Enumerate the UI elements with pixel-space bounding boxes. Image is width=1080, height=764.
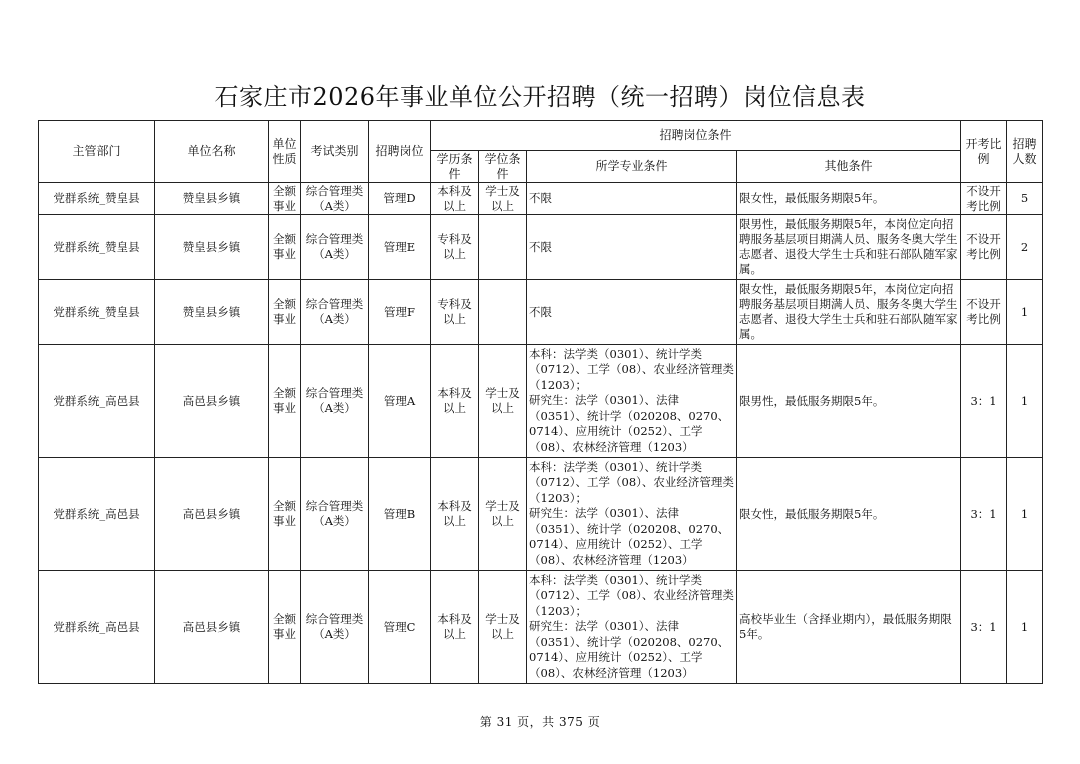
cell-post: 管理A (369, 345, 431, 458)
cell-ratio: 3：1 (961, 458, 1007, 571)
header-count: 招聘人数 (1007, 121, 1043, 183)
page-footer: 第 31 页，共 375 页 (479, 715, 601, 729)
cell-exam: 综合管理类（A类） (301, 345, 369, 458)
cell-exam: 综合管理类（A类） (301, 183, 369, 215)
cell-edu: 本科及以上 (431, 458, 479, 571)
cell-other: 限女性，最低服务期限5年。 (737, 458, 961, 571)
cell-ratio: 不设开考比例 (961, 215, 1007, 280)
cell-ratio: 3：1 (961, 345, 1007, 458)
cell-post: 管理E (369, 215, 431, 280)
cell-dept: 党群系统_赞皇县 (39, 183, 155, 215)
cell-edu: 本科及以上 (431, 183, 479, 215)
cell-edu: 本科及以上 (431, 345, 479, 458)
cell-degree: 学士及以上 (479, 571, 527, 684)
cell-degree: 学士及以上 (479, 183, 527, 215)
header-post: 招聘岗位 (369, 121, 431, 183)
header-degree: 学位条件 (479, 151, 527, 183)
cell-unit: 高邑县乡镇 (155, 345, 269, 458)
cell-unit: 赞皇县乡镇 (155, 183, 269, 215)
header-major: 所学专业条件 (527, 151, 737, 183)
header-conditions: 招聘岗位条件 (431, 121, 961, 151)
cell-edu: 专科及以上 (431, 215, 479, 280)
cell-count: 1 (1007, 571, 1043, 684)
cell-nature: 全额事业 (269, 458, 301, 571)
cell-ratio: 3：1 (961, 571, 1007, 684)
cell-count: 1 (1007, 280, 1043, 345)
cell-other: 限男性，最低服务期限5年，本岗位定向招聘服务基层项目期满人员、服务冬奥大学生志愿者、退役大学生士兵和驻石部队随军家属。 (737, 215, 961, 280)
cell-unit: 高邑县乡镇 (155, 571, 269, 684)
cell-post: 管理C (369, 571, 431, 684)
cell-count: 5 (1007, 183, 1043, 215)
cell-degree: 学士及以上 (479, 345, 527, 458)
cell-major: 不限 (527, 183, 737, 215)
cell-nature: 全额事业 (269, 280, 301, 345)
cell-dept: 党群系统_高邑县 (39, 458, 155, 571)
cell-edu: 专科及以上 (431, 280, 479, 345)
cell-count: 1 (1007, 345, 1043, 458)
cell-dept: 党群系统_高邑县 (39, 571, 155, 684)
cell-post: 管理F (369, 280, 431, 345)
cell-nature: 全额事业 (269, 571, 301, 684)
cell-ratio: 不设开考比例 (961, 183, 1007, 215)
cell-degree (479, 215, 527, 280)
cell-major: 不限 (527, 280, 737, 345)
table-row (39, 280, 1043, 345)
cell-dept: 党群系统_高邑县 (39, 345, 155, 458)
cell-other: 限女性，最低服务期限5年。 (737, 183, 961, 215)
table-row (39, 571, 1043, 684)
cell-other: 限男性，最低服务期限5年。 (737, 345, 961, 458)
page-title: 石家庄市2026年事业单位公开招聘（统一招聘）岗位信息表 (214, 83, 866, 111)
cell-unit: 赞皇县乡镇 (155, 215, 269, 280)
cell-degree: 学士及以上 (479, 458, 527, 571)
cell-nature: 全额事业 (269, 345, 301, 458)
table-row (39, 215, 1043, 280)
table-row (39, 458, 1043, 571)
cell-count: 1 (1007, 458, 1043, 571)
header-dept: 主管部门 (39, 121, 155, 183)
cell-other: 高校毕业生（含择业期内），最低服务期限5年。 (737, 571, 961, 684)
header-exam: 考试类别 (301, 121, 369, 183)
cell-unit: 高邑县乡镇 (155, 458, 269, 571)
header-edu: 学历条件 (431, 151, 479, 183)
cell-dept: 党群系统_赞皇县 (39, 280, 155, 345)
cell-degree (479, 280, 527, 345)
cell-unit: 赞皇县乡镇 (155, 280, 269, 345)
cell-exam: 综合管理类（A类） (301, 571, 369, 684)
cell-edu: 本科及以上 (431, 571, 479, 684)
cell-post: 管理D (369, 183, 431, 215)
cell-nature: 全额事业 (269, 183, 301, 215)
cell-dept: 党群系统_赞皇县 (39, 215, 155, 280)
cell-major: 不限 (527, 215, 737, 280)
table-row (39, 345, 1043, 458)
cell-exam: 综合管理类（A类） (301, 215, 369, 280)
header-nature: 单位性质 (269, 121, 301, 183)
cell-count: 2 (1007, 215, 1043, 280)
table-row (39, 183, 1043, 215)
header-other: 其他条件 (737, 151, 961, 183)
cell-nature: 全额事业 (269, 215, 301, 280)
cell-exam: 综合管理类（A类） (301, 458, 369, 571)
cell-major: 本科：法学类（0301）、统计学类（0712）、工学（08）、农业经济管理类（1203）； 研究生：法学（0301）、法律（0351）、统计学（020208、0270、0714）、应用统计（0252）、工学（08）、农林经济管理（1203） (527, 571, 737, 684)
cell-post: 管理B (369, 458, 431, 571)
cell-exam: 综合管理类（A类） (301, 280, 369, 345)
cell-major: 本科：法学类（0301）、统计学类（0712）、工学（08）、农业经济管理类（1203）； 研究生：法学（0301）、法律（0351）、统计学（020208、0270、0714）、应用统计（0252）、工学（08）、农林经济管理（1203） (527, 345, 737, 458)
job-table (38, 120, 1043, 684)
cell-other: 限女性，最低服务期限5年，本岗位定向招聘服务基层项目期满人员、服务冬奥大学生志愿者、退役大学生士兵和驻石部队随军家属。 (737, 280, 961, 345)
header-unit: 单位名称 (155, 121, 269, 183)
cell-ratio: 不设开考比例 (961, 280, 1007, 345)
header-ratio: 开考比例 (961, 121, 1007, 183)
cell-major: 本科：法学类（0301）、统计学类（0712）、工学（08）、农业经济管理类（1203）； 研究生：法学（0301）、法律（0351）、统计学（020208、0270、0714）、应用统计（0252）、工学（08）、农林经济管理（1203） (527, 458, 737, 571)
